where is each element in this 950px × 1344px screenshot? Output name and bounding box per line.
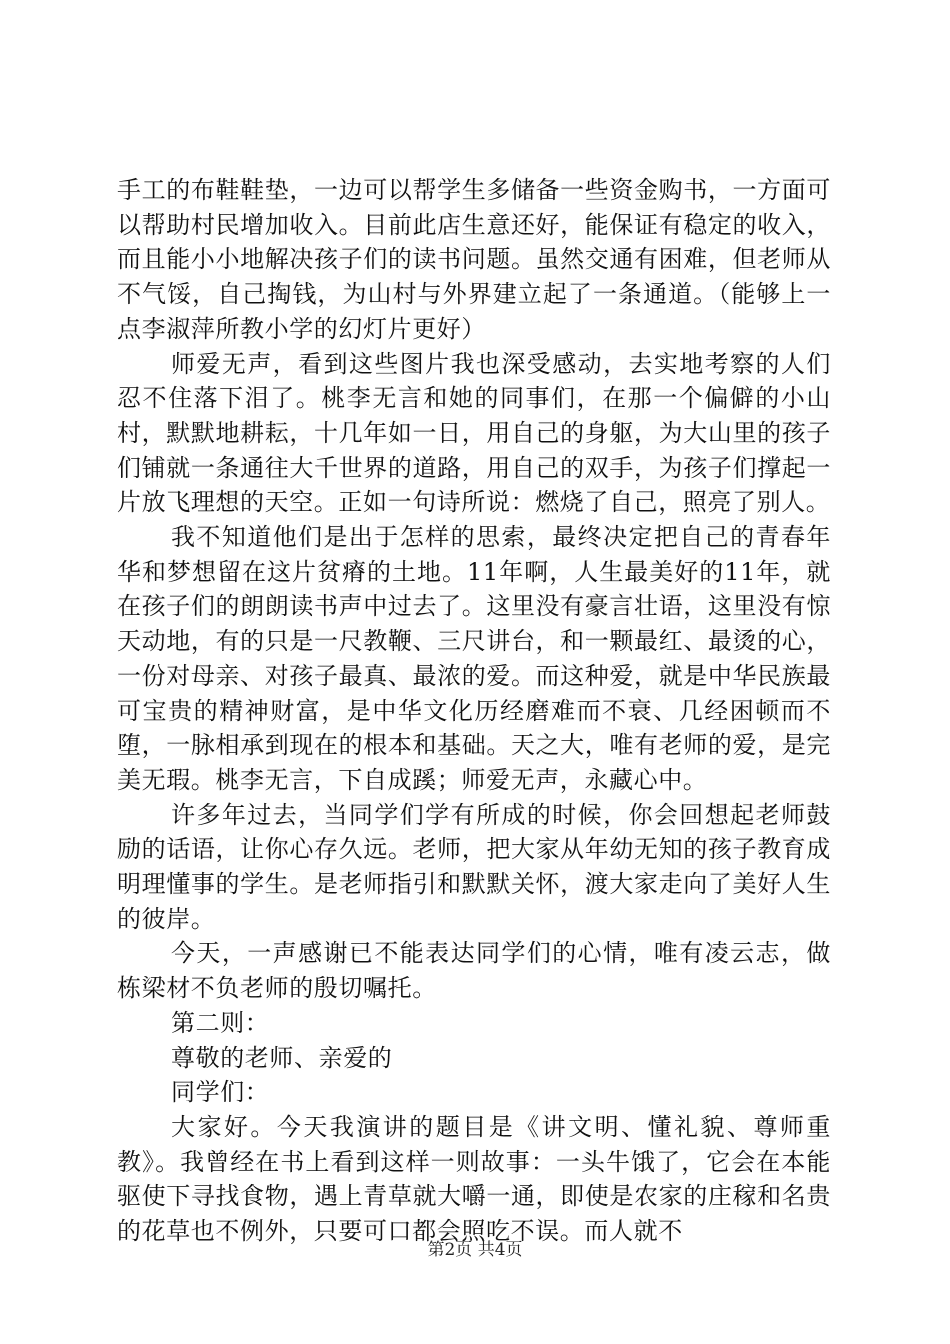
- paragraph-2: 师爱无声，看到这些图片我也深受感动，去实地考察的人们忍不住落下泪了。桃李无言和她的同事们，在那一个偏僻的小山村，默默地耕耘，十几年如一日，用自己的身躯，为大山里的孩子们铺就一条通往大千世界的道路，用自己的双手，为孩子们撑起一片放飞理想的天空。正如一句诗所说：燃烧了自己，照亮了别人。: [117, 349, 831, 517]
- paragraph-3: 我不知道他们是出于怎样的思索，最终决定把自己的青春年华和梦想留在这片贫瘠的土地。11年啊，人生最美好的11年，就在孩子们的朗朗读书声中过去了。这里没有豪言壮语，这里没有惊天动地，有的只是一尺教鞭、三尺讲台，和一颗最红、最烫的心，一份对母亲、对孩子最真、最浓的爱。而这种爱，就是中华民族最可宝贵的精神财富，是中华文化历经磨难而不衰、几经困顿而不堕，一脉相承到现在的根本和基础。天之大，唯有老师的爱，是完美无瑕。桃李无言，下自成蹊；师爱无声，永藏心中。: [117, 523, 831, 794]
- section-heading: 第二则：: [171, 1008, 270, 1037]
- page-number-label: 第2页 共4页: [427, 1240, 523, 1260]
- salutation-line-2: 同学们：: [171, 1078, 270, 1107]
- salutation-line-1: 尊敬的老师、亲爱的: [171, 1043, 393, 1072]
- document-body: [117, 173, 831, 1249]
- paragraph-1: 手工的布鞋鞋垫，一边可以帮学生多储备一些资金购书，一方面可以帮助村民增加收入。目前此店生意还好，能保证有稳定的收入，而且能小小地解决孩子们的读书问题。虽然交通有困难，但老师从不气馁，自己掏钱，为山村与外界建立起了一条通道。（能够上一点李淑萍所教小学的幻灯片更好）: [117, 176, 831, 343]
- paragraph-6: 大家好。今天我演讲的题目是《讲文明、懂礼貌、尊师重教》。我曾经在书上看到这样一则故事：一头牛饿了，它会在本能驱使下寻找食物，遇上青草就大嚼一通，即使是农家的庄稼和名贵的花草也不例外，只要可口都会照吃不误。而人就不: [117, 1112, 831, 1246]
- paragraph-4: 许多年过去，当同学们学有所成的时候，你会回想起老师鼓励的话语，让你心存久远。老师，把大家从年幼无知的孩子教育成明理懂事的学生。是老师指引和默默关怀，渡大家走向了美好人生的彼岸。: [117, 800, 831, 933]
- page-footer: [0, 1239, 950, 1261]
- paragraph-5: 今天，一声感谢已不能表达同学们的心情，唯有凌云志，做栋梁材不负老师的殷切嘱托。: [117, 939, 831, 1003]
